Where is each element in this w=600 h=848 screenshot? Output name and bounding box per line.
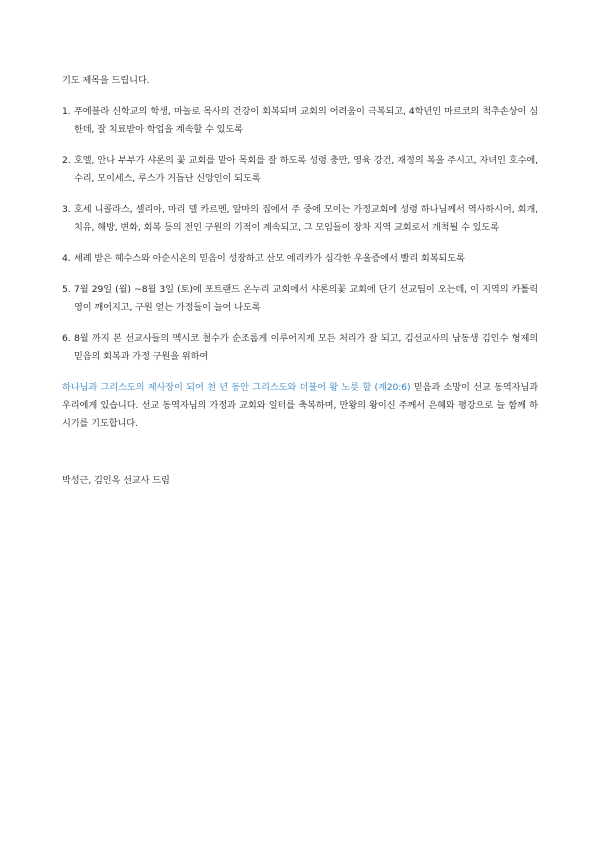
item-text: 7월 29일 (월) ~8월 3일 (토)에 포트랜드 온누리 교회에서 샤론의꽃 교회에 단기 선교팀이 오는데, 이 지역의 카톨릭 영이 깨어지고, 구원 얻는 가정들이 늘어 나도록 <box>74 284 538 313</box>
item-number: 3. <box>62 204 71 215</box>
closing-text: 믿음과 소망이 선교 동역자님과 우리에게 있습니다. 선교 동역자님의 가정과 교회와 일터를 축복하며, 만왕의 왕이신 주께서 은혜와 평강으로 늘 함께 하시기를 기도합니다. <box>62 382 538 429</box>
prayer-letter <box>62 72 538 499</box>
item-text: 호엘, 안나 부부가 샤론의 꽃 교회를 맡아 목회를 잘 하도록 성령 충만, 영육 강건, 재정의 복을 주시고, 자녀인 호수에, 수리, 모이세스, 루스가 거듭난 신앙인이 되도록 <box>74 155 538 184</box>
item-number: 5. <box>62 284 71 295</box>
signature: 박성근, 김인옥 선교사 드림 <box>62 475 170 486</box>
item-number: 1. <box>62 106 71 117</box>
letter-heading: 기도 제목을 드립니다. <box>62 75 150 86</box>
item-text: 호세 니콜라스, 셀리아, 마리 델 카르멘, 알마의 집에서 주 중에 모이는 가정교회에 성령 하나님께서 역사하시어, 회개, 치유, 해방, 변화, 회복 등의 전인 구원의 기적이 계속되고, 그 모임들이 장차 지역 교회로서 개척될 수 있도록 <box>74 204 538 233</box>
bible-verse: 하나님과 그리스도의 제사장이 되어 천 년 동안 그리스도와 더불어 왕 노릇 할 (계20:6) <box>62 382 411 393</box>
prayer-list <box>62 103 538 366</box>
item-text: 세례 받은 헤수스와 아순시온의 믿음이 성장하고 산모 에리카가 심각한 우울증에서 빨리 회복되도록 <box>74 253 465 264</box>
prayer-item-1 <box>62 103 538 139</box>
item-number: 4. <box>62 253 71 264</box>
prayer-item-6 <box>62 330 538 366</box>
item-text: 8월 까지 본 선교사들의 멕시코 철수가 순조롭게 이루어지게 모든 처리가 잘 되고, 김선교사의 남동생 김인수 형제의 믿음의 회복과 가정 구원을 위하여 <box>74 333 538 362</box>
prayer-item-3 <box>62 201 538 237</box>
prayer-item-2 <box>62 152 538 188</box>
item-number: 2. <box>62 155 71 166</box>
prayer-item-5 <box>62 281 538 317</box>
prayer-item-4 <box>62 250 538 268</box>
item-number: 6. <box>62 333 71 344</box>
item-text: 푸에블라 신학교의 학생, 마놀로 목사의 건강이 회복되며 교회의 어려움이 극복되고, 4학년인 마르코의 척추손상이 심한데, 잘 치료받아 학업을 계속할 수 있도록 <box>74 106 538 135</box>
closing-paragraph <box>62 379 538 433</box>
